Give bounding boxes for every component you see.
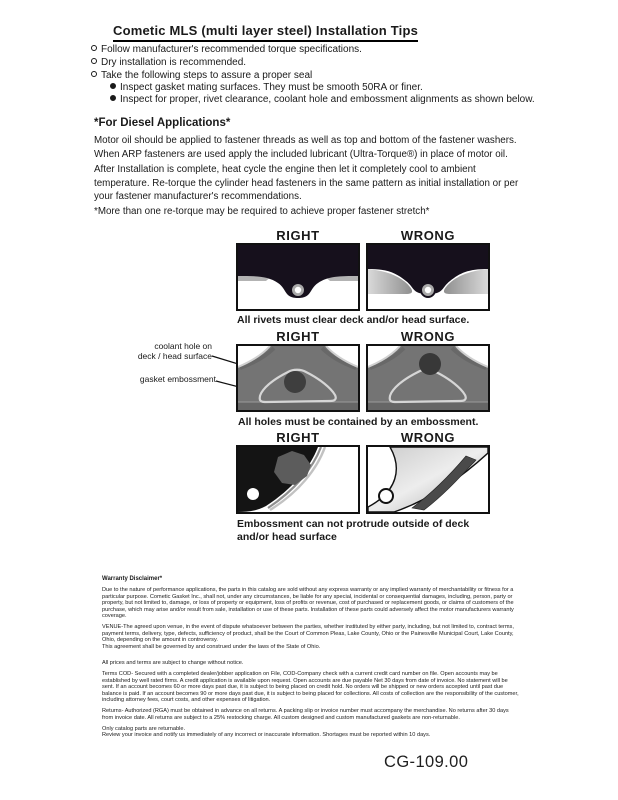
bullet-icon	[91, 71, 97, 77]
rivet-right-art	[238, 245, 358, 309]
protrusion-right-art	[238, 447, 358, 512]
diesel-paragraph-2: After Installation is complete, heat cycle the engine then let it completely cool to ambient temperature. Re-torque the cylinder head fasteners in the same pattern as initial installation or per your fastener manufacturer's recommendations.	[94, 164, 519, 202]
bolt-hole	[247, 488, 259, 500]
bullet-icon	[110, 83, 116, 89]
returns-paragraph: Returns- Authorized (RGA) must be obtained in advance on all returns. A packing slip or invoice number must accompany the merchandise. No returns after 30 days from invoice date. All returns are subject to a 25% restocking charge. All custom designed and custom manufactured gaskets are non-returnable.	[102, 708, 509, 721]
coolant-hole	[419, 353, 441, 375]
venue-paragraph: VENUE-The agreed upon venue, in the event of dispute whatsoever between the parties, whether instituted by either party, including, but not limited to, contract terms, payment terms, delivery, type, defects, sufficiency of product, shall be the Court of Common Pleas, Lake County, Ohio or the Painesville Municipal Court, Lake County, Ohio, depending on the amount in controversy.	[102, 624, 514, 643]
terms-paragraph: Terms COD- Secured with a completed dealer/jobber application on File, COD-Company check with a current credit card number on file. Open accounts may be established by well rated firms. A credit application is available upon request. Open accounts are due payable Net 30 days from date of invoice. No statement will be sent. If an account becomes 60 or more days past due, it is subject to being placed on credit hold. No orders will be shipped or new orders accepted until past due balance is paid. If an account becomes 90 or more days past due, it is subject to being placed for collections. All costs of collection are the responsibility of the customer, including attorney fees, court costs, and other expenses of litigation.	[102, 671, 519, 703]
retorque-note: *More than one re-torque may be required to achieve proper fastener stretch*	[94, 206, 430, 217]
diesel-heading: *For Diesel Applications*	[94, 117, 231, 129]
rivet-wrong-art	[368, 245, 488, 309]
right-label: RIGHT	[276, 430, 320, 445]
warranty-disclaimer	[102, 576, 519, 739]
bolt-hole	[379, 489, 393, 503]
hole-right-art	[238, 346, 358, 410]
returnable-note: Only catalog parts are returnable.	[102, 725, 186, 732]
bullet-icon	[91, 45, 97, 51]
rivet-right-diagram	[236, 243, 360, 311]
document-code: CG-109.00	[384, 753, 469, 771]
wrong-label: WRONG	[400, 329, 456, 344]
protrusion-wrong-diagram	[366, 445, 490, 514]
sub-bullet-item: Inspect gasket mating surfaces. They must be smooth 50RA or finer.	[110, 82, 423, 94]
wrong-label: WRONG	[400, 430, 456, 445]
disclaimer-paragraph: Due to the nature of performance applications, the parts in this catalog are sold without any express warranty or any implied warranty of merchantability or fitness for a particular purpose. Cometic Gasket Inc., shall not, under any circumstances, be liable for any special, incidental or consequential damages, including, person, party or property, but not limited to, damage, or loss of property or equipment, loss of profits or revenue, cost of purchased or replacement goods, or claims of customers of the purchase, which may arise and/or result from sale, installation or use of these parts. Installation of these parts could adversely affect the motor manufacturers warranty coverage.	[102, 587, 514, 619]
right-label: RIGHT	[276, 329, 320, 344]
embossment-callout: gasket embossment	[139, 374, 216, 384]
right-label: RIGHT	[276, 228, 320, 243]
diesel-paragraph-1: Motor oil should be applied to fastener threads as well as top and bottom of the fastener washers. When ARP fasteners are used apply the included lubricant (Ultra-Torque®) in place of motor oil.	[94, 135, 517, 160]
bullet-icon	[110, 95, 116, 101]
hole-wrong-diagram	[366, 344, 490, 412]
disclaimer-heading: Warranty Disclaimer*	[102, 576, 163, 582]
protrusion-right-diagram	[236, 445, 360, 514]
hole-right-diagram	[236, 344, 360, 412]
protrusion-wrong-art	[368, 447, 488, 512]
bullet-item: Take the following steps to assure a proper seal	[91, 70, 312, 82]
coolant-hole-callout: coolant hole on deck / head surface	[137, 341, 212, 361]
hole-caption: All holes must be contained by an embossment.	[238, 416, 479, 428]
bullet-icon	[91, 58, 97, 64]
bullet-item: Follow manufacturer's recommended torque specifications.	[91, 44, 362, 56]
prices-note: All prices and terms are subject to change without notice.	[102, 660, 244, 666]
review-note: Review your invoice and notify us immediately of any incorrect or inaccurate information. Shortages must be reported within 10 days.	[102, 732, 431, 738]
wrong-label: WRONG	[400, 228, 456, 243]
rivet-caption: All rivets must clear deck and/or head surface.	[237, 314, 470, 326]
hole-wrong-art	[368, 346, 488, 410]
protrusion-caption: Embossment can not protrude outside of deck and/or head surface	[237, 518, 470, 543]
bullet-item: Dry installation is recommended.	[91, 57, 246, 69]
page-title: Cometic MLS (multi layer steel) Installation Tips	[113, 23, 418, 42]
coolant-hole	[284, 371, 306, 393]
rivet-wrong-diagram	[366, 243, 490, 311]
sub-bullet-item: Inspect for proper, rivet clearance, coolant hole and embossment alignments as shown below.	[110, 94, 535, 106]
venue-note: This agreement shall be governed by and construed under the laws of the State of Ohio.	[102, 643, 321, 650]
